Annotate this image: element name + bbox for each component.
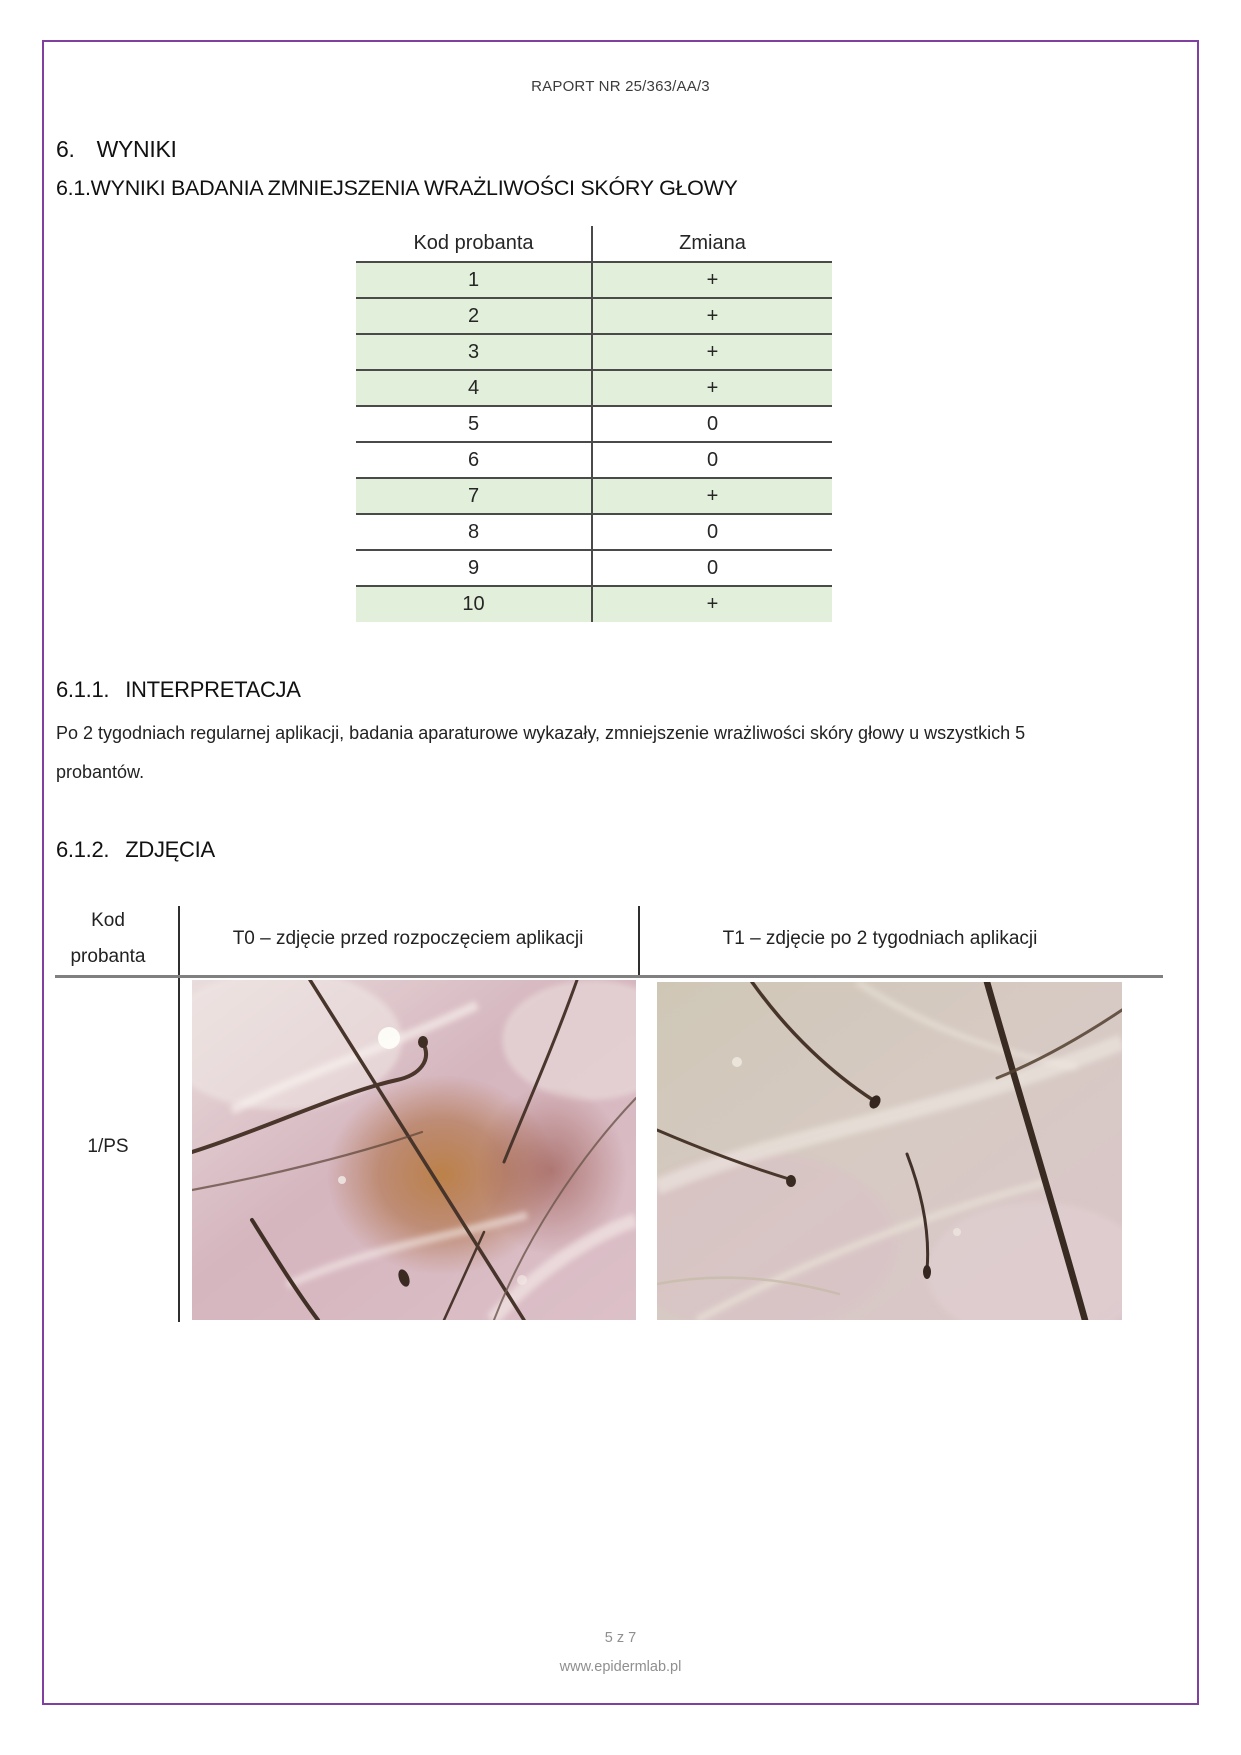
section-title: WYNIKI: [96, 136, 177, 162]
table-row: [356, 334, 832, 370]
kod-probanta-cell: 8: [356, 514, 592, 550]
zmiana-cell: +: [592, 478, 832, 514]
kod-probanta-cell: 9: [356, 550, 592, 586]
zmiana-cell: 0: [592, 442, 832, 478]
photos-table-vertical-divider-2: [638, 906, 640, 978]
section-number: 6.1.1.: [56, 677, 110, 702]
section-heading-wyniki-badania: [56, 176, 738, 201]
section-number: 6.: [56, 136, 75, 162]
section-number: 6.1.2.: [56, 837, 110, 862]
page-number: 5 z 7: [604, 1630, 637, 1646]
zmiana-cell: 0: [592, 550, 832, 586]
kod-probanta-cell: 7: [356, 478, 592, 514]
table-row: [356, 406, 832, 442]
table-row: [356, 478, 832, 514]
photos-column-header-t1: T1 – zdjęcie po 2 tygodniach aplikacji: [722, 928, 1038, 949]
results-tbody: [356, 262, 832, 622]
zmiana-cell: 0: [592, 406, 832, 442]
website-url: www.epidermlab.pl: [559, 1659, 682, 1675]
table-row: [356, 370, 832, 406]
kod-probanta-cell: 6: [356, 442, 592, 478]
photo-t0-before: [192, 980, 636, 1320]
kod-probanta-cell: 2: [356, 298, 592, 334]
kod-probanta-cell: 10: [462, 593, 485, 615]
section-number: 6.1.: [56, 176, 91, 200]
kod-probanta-cell: 3: [356, 334, 592, 370]
photos-column-header-t0: T0 – zdjęcie przed rozpoczęciem aplikacji: [232, 928, 584, 949]
zmiana-cell: +: [592, 334, 832, 370]
photos-table-vertical-divider-1: [178, 906, 180, 1322]
photos-column-header-probanta: probanta: [70, 946, 146, 967]
interpretation-paragraph: Po 2 tygodniach regularnej aplikacji, badania aparaturowe wykazały, zmniejszenie wrażliwości skóry głowy u wszystkich 5 probantów.: [56, 723, 1026, 782]
zmiana-cell: +: [592, 298, 832, 334]
column-header-kod-probanta: Kod probanta: [356, 226, 592, 262]
kod-probanta-cell: 4: [356, 370, 592, 406]
zmiana-cell: 0: [592, 514, 832, 550]
kod-probanta-cell: 1: [356, 262, 592, 298]
zmiana-cell: +: [592, 586, 832, 622]
zmiana-cell: +: [592, 262, 832, 298]
section-heading-zdjecia: [56, 837, 215, 863]
table-row: [356, 550, 832, 586]
table-header-row: [356, 226, 832, 262]
results-table: [356, 226, 832, 622]
table-row: [356, 442, 832, 478]
section-title: ZDJĘCIA: [125, 837, 215, 862]
kod-probanta-cell: 5: [356, 406, 592, 442]
section-heading-interpretacja: [56, 677, 301, 703]
column-header-zmiana: Zmiana: [592, 226, 832, 262]
section-title: WYNIKI BADANIA ZMNIEJSZENIA WRAŻLIWOŚCI SKÓRY GŁOWY: [90, 176, 738, 200]
table-row: [356, 586, 832, 622]
report-number: RAPORT NR 25/363/AA/3: [531, 78, 710, 95]
photos-column-header-kod: Kod: [91, 910, 125, 931]
zmiana-cell: +: [592, 370, 832, 406]
table-row: [356, 514, 832, 550]
proband-code-label: 1/PS: [87, 1136, 129, 1157]
section-title: INTERPRETACJA: [125, 677, 301, 702]
section-heading-wyniki: [56, 136, 177, 163]
table-row: [356, 298, 832, 334]
table-row: [356, 262, 832, 298]
photos-table-header-underline: [55, 975, 1163, 978]
photo-t1-after: [657, 982, 1122, 1320]
